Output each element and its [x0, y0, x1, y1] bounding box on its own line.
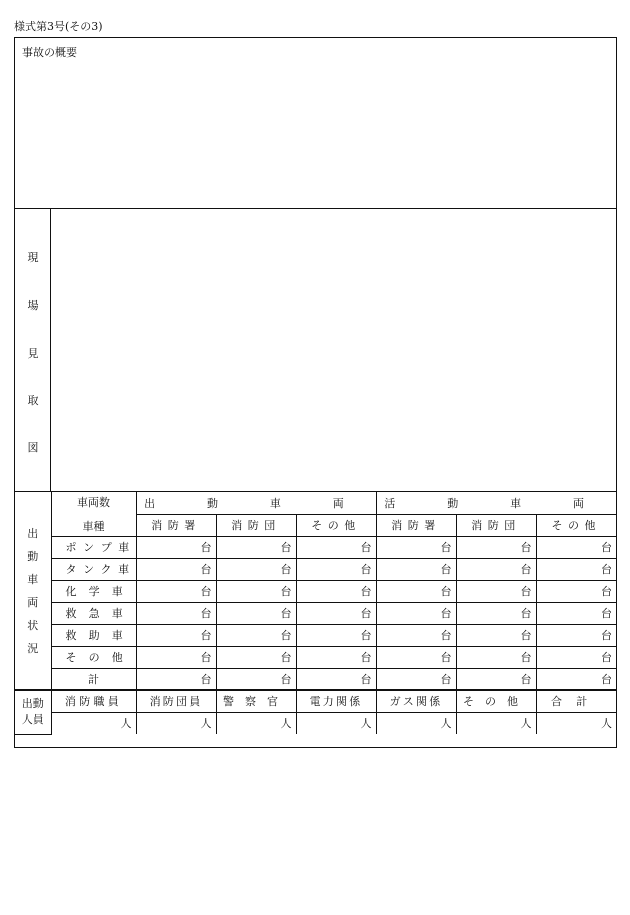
count-cell[interactable]: 台: [536, 646, 616, 668]
vehicle-type: 救助車: [51, 624, 136, 646]
total-cell[interactable]: 台: [136, 668, 216, 690]
count-cell[interactable]: 台: [376, 602, 456, 624]
personnel-header: 警察官: [216, 690, 296, 712]
personnel-header: 電力関係: [296, 690, 376, 712]
site-sketch-label: [15, 209, 51, 491]
count-cell[interactable]: 台: [296, 580, 376, 602]
vehicle-status-label: 出 動 車 両 状 況: [15, 492, 51, 690]
count-cell[interactable]: 台: [136, 580, 216, 602]
count-cell[interactable]: 台: [456, 580, 536, 602]
count-cell[interactable]: 台: [456, 536, 536, 558]
count-cell[interactable]: 台: [216, 646, 296, 668]
count-cell[interactable]: 台: [536, 536, 616, 558]
count-cell[interactable]: 台: [136, 558, 216, 580]
count-cell[interactable]: 台: [296, 624, 376, 646]
count-cell[interactable]: 台: [456, 646, 536, 668]
vehicle-count-header: 車両数: [51, 492, 136, 514]
count-cell[interactable]: 台: [376, 536, 456, 558]
vehicle-type: 救急車: [51, 602, 136, 624]
org-header: その他: [536, 514, 616, 536]
active-vehicles-header: 活 動 車 両: [376, 492, 616, 514]
accident-summary-field[interactable]: [15, 38, 616, 209]
total-cell[interactable]: 台: [216, 668, 296, 690]
sketch-label-char: 見: [27, 347, 39, 360]
count-cell[interactable]: 台: [536, 624, 616, 646]
count-cell[interactable]: 台: [536, 558, 616, 580]
personnel-count-cell[interactable]: 人: [216, 712, 296, 734]
count-cell[interactable]: 台: [376, 558, 456, 580]
org-header: その他: [296, 514, 376, 536]
personnel-count-cell[interactable]: 人: [136, 712, 216, 734]
personnel-label: 出動 人員: [15, 690, 51, 734]
count-cell[interactable]: 台: [296, 602, 376, 624]
vehicle-type: タンク車: [51, 558, 136, 580]
count-cell[interactable]: 台: [376, 580, 456, 602]
count-cell[interactable]: 台: [216, 580, 296, 602]
org-header: 消防署: [136, 514, 216, 536]
org-header: 消防団: [456, 514, 536, 536]
count-cell[interactable]: 台: [536, 580, 616, 602]
count-cell[interactable]: 台: [296, 558, 376, 580]
total-cell[interactable]: 台: [376, 668, 456, 690]
count-cell[interactable]: 台: [376, 624, 456, 646]
vehicle-type: ポンプ車: [51, 536, 136, 558]
sketch-label-char: 図: [27, 441, 39, 454]
sketch-label-char: 場: [27, 299, 39, 312]
count-cell[interactable]: 台: [296, 536, 376, 558]
vehicle-type: その他: [51, 646, 136, 668]
personnel-header: 合計: [536, 690, 616, 712]
count-cell[interactable]: 台: [376, 646, 456, 668]
count-cell[interactable]: 台: [136, 624, 216, 646]
count-cell[interactable]: 台: [456, 624, 536, 646]
personnel-header: その他: [456, 690, 536, 712]
count-cell[interactable]: 台: [296, 646, 376, 668]
personnel-header: ガス関係: [376, 690, 456, 712]
count-cell[interactable]: 台: [456, 602, 536, 624]
count-cell[interactable]: 台: [216, 602, 296, 624]
total-cell[interactable]: 台: [456, 668, 536, 690]
vehicle-type-header: 車種: [51, 514, 136, 536]
count-cell[interactable]: 台: [216, 558, 296, 580]
vehicle-type: 化学車: [51, 580, 136, 602]
sketch-label-char: 現: [27, 251, 39, 264]
personnel-header: 消防団員: [136, 690, 216, 712]
personnel-count-cell[interactable]: 人: [51, 712, 136, 734]
accident-summary-label: 事故の概要: [22, 46, 77, 59]
form-number: 様式第3号(その3): [14, 20, 103, 33]
personnel-header: 消防職員: [51, 690, 136, 712]
personnel-count-cell[interactable]: 人: [296, 712, 376, 734]
count-cell[interactable]: 台: [456, 558, 536, 580]
total-cell[interactable]: 台: [536, 668, 616, 690]
personnel-count-cell[interactable]: 人: [456, 712, 536, 734]
count-cell[interactable]: 台: [536, 602, 616, 624]
personnel-count-cell[interactable]: 人: [536, 712, 616, 734]
count-cell[interactable]: 台: [136, 536, 216, 558]
count-cell[interactable]: 台: [216, 624, 296, 646]
vehicle-status-table: [15, 492, 616, 735]
dispatched-vehicles-header: 出 動 車 両: [136, 492, 376, 514]
org-header: 消防署: [376, 514, 456, 536]
report-form: [14, 37, 617, 748]
count-cell[interactable]: 台: [136, 646, 216, 668]
personnel-count-cell[interactable]: 人: [376, 712, 456, 734]
total-cell[interactable]: 台: [296, 668, 376, 690]
vehicle-total-label: 計: [51, 668, 136, 690]
org-header: 消防団: [216, 514, 296, 536]
count-cell[interactable]: 台: [136, 602, 216, 624]
site-sketch-field[interactable]: [15, 209, 616, 492]
sketch-label-char: 取: [27, 394, 39, 407]
count-cell[interactable]: 台: [216, 536, 296, 558]
